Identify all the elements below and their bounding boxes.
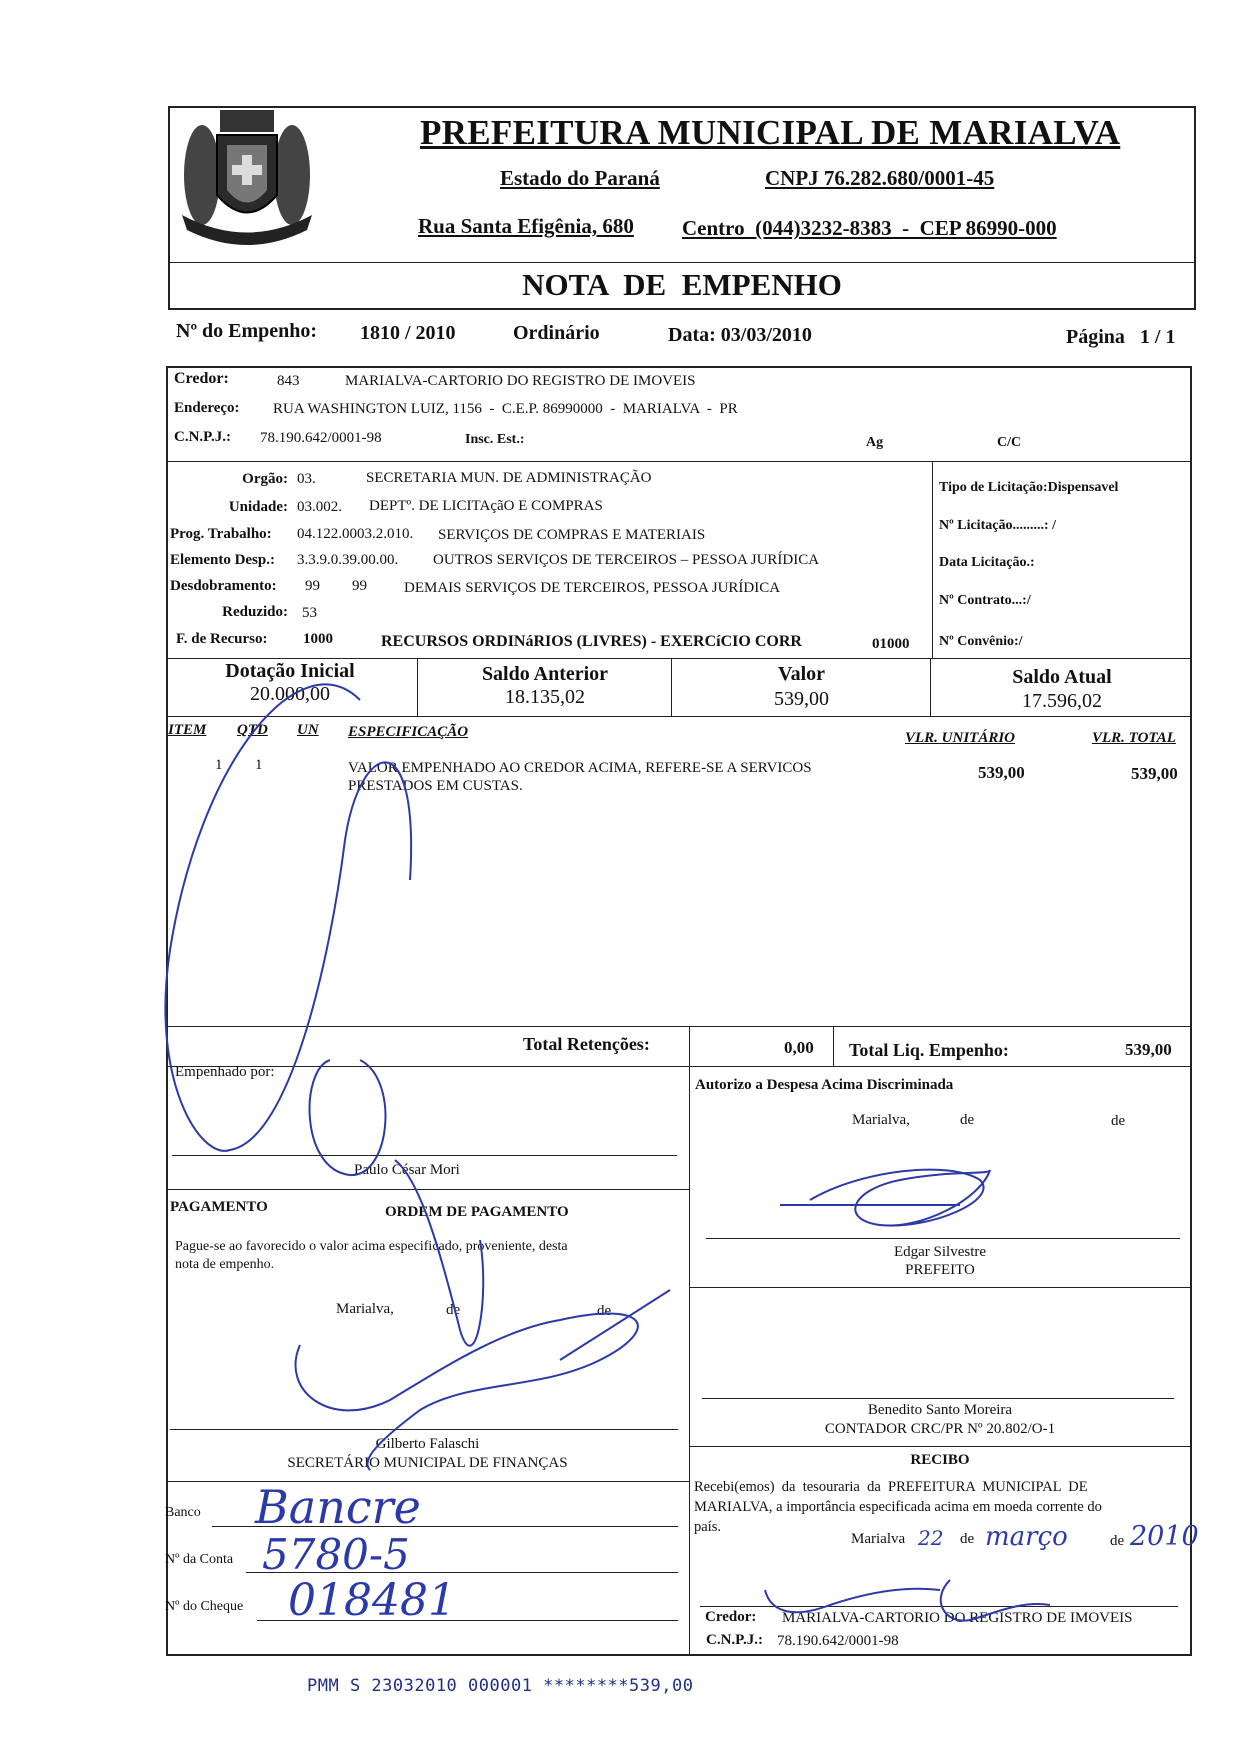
unidade-label: Unidade: [228, 499, 288, 515]
contador-signature-line [702, 1398, 1174, 1399]
saldo-col3 [930, 658, 931, 716]
pagamento-title: PAGAMENTO [170, 1199, 268, 1215]
totals-col2 [833, 1026, 834, 1066]
item-unit-price: 539,00 [978, 763, 1025, 782]
saldo-anterior-value: 18.135,02 [505, 686, 585, 708]
account-label: C/C [997, 435, 1022, 450]
prog-label: Prog. Trabalho: [170, 526, 272, 542]
credor-cnpj: 78.190.642/0001-98 [260, 430, 382, 446]
recibo-month-handwritten: março [985, 1522, 1068, 1552]
unidade-name: DEPTº. DE LICITAçãO E COMPRAS [369, 498, 603, 514]
autorizo-signer: Edgar Silvestre [893, 1244, 987, 1260]
valor-value: 539,00 [774, 688, 829, 710]
pagamento-de2: de [597, 1303, 612, 1319]
fonte-recurso-label: F. de Recurso: [176, 631, 268, 647]
saldos-divider [166, 716, 1192, 717]
item-spec-line2: PRESTADOS EM CUSTAS. [348, 778, 523, 794]
recibo-de2: de [1110, 1533, 1125, 1549]
banco-label: Banco [165, 1505, 201, 1520]
lower-split [689, 1066, 690, 1656]
col-header-total: VLR. TOTAL [1092, 730, 1176, 746]
recibo-title: RECIBO [910, 1452, 970, 1468]
orgao-name: SECRETARIA MUN. DE ADMINISTRAÇÃO [366, 470, 652, 486]
contador-signer: Benedito Santo Moreira [867, 1402, 1013, 1418]
address-contact: Centro (044)3232-8383 - CEP 86990-000 [682, 216, 1057, 240]
desdobramento-label: Desdobramento: [170, 578, 277, 594]
valor-label: Valor [777, 663, 826, 685]
elemento-name: OUTROS SERVIÇOS DE TERCEIROS – PESSOA JURÍDICA [433, 552, 820, 568]
orgao-code: 03. [297, 471, 316, 487]
cheque-handwritten: 018481 [288, 1575, 456, 1626]
credor-code: 843 [277, 373, 300, 389]
desdobramento-code2: 99 [352, 578, 367, 594]
autorizo-signature-line [706, 1238, 1180, 1239]
pagamento-place: Marialva, [336, 1301, 394, 1317]
empenho-date: Data: 03/03/2010 [668, 324, 812, 346]
ordem-pagamento-title: ORDEM DE PAGAMENTO [385, 1204, 569, 1220]
licitacao-divider [932, 461, 933, 658]
fonte-recurso-code: 1000 [303, 631, 333, 647]
credor-name: MARIALVA-CARTORIO DO REGISTRO DE IMOVEIS [345, 373, 696, 389]
numero-contrato: Nº Contrato...:/ [939, 593, 1031, 608]
credor-label: Credor: [174, 370, 229, 387]
street-address: Rua Santa Efigênia, 680 [418, 214, 634, 238]
empenho-number: 1810 / 2010 [360, 322, 456, 344]
recibo-credor-label: Credor: [705, 1609, 757, 1625]
payment-stamp: PMM S 23032010 000001 ********539,00 [307, 1676, 694, 1696]
liquido-value: 539,00 [1125, 1040, 1172, 1059]
totals-bottom [166, 1066, 1192, 1067]
insc-est-label: Insc. Est.: [465, 432, 525, 447]
autorizo-title: Autorizo a Despesa Acima Discriminada [695, 1077, 954, 1093]
saldo-atual-value: 17.596,02 [1022, 690, 1102, 712]
municipality-title: PREFEITURA MUNICIPAL DE MARIALVA [420, 113, 1121, 152]
header-cnpj: CNPJ 76.282.680/0001-45 [765, 166, 995, 190]
saldo-col2 [671, 658, 672, 716]
reduzido-label: Reduzido: [222, 604, 288, 620]
col-header-item: ITEM [168, 722, 207, 738]
numero-convenio: Nº Convênio:/ [939, 634, 1023, 649]
address-label: Endereço: [174, 400, 240, 416]
autorizo-role: PREFEITO [905, 1262, 975, 1278]
col-header-unit-price: VLR. UNITÁRIO [905, 730, 1016, 746]
recibo-signature-line [700, 1606, 1178, 1607]
elemento-code: 3.3.9.0.39.00.00. [297, 552, 399, 568]
recibo-day-handwritten: 22 [918, 1526, 944, 1550]
unidade-code: 03.002. [297, 499, 342, 515]
fonte-recurso-code2: 01000 [872, 636, 910, 652]
empenhado-bottom [166, 1189, 689, 1190]
state-name: Estado do Paraná [500, 166, 660, 190]
recibo-text-line1: Recebi(emos) da tesouraria da PREFEITURA MUNICIPAL DE [694, 1479, 1088, 1495]
liquido-label: Total Liq. Empenho: [849, 1040, 1009, 1060]
data-licitacao: Data Licitação.: [939, 555, 1035, 570]
dotacao-value: 20.000,00 [250, 683, 330, 705]
empenho-label: Nº do Empenho: [176, 320, 318, 342]
cheque-label: Nº do Cheque [165, 1599, 244, 1614]
pagamento-text-line2: nota de empenho. [175, 1257, 275, 1272]
credor-divider [166, 461, 1192, 462]
reduzido-value: 53 [302, 605, 317, 621]
agency-label: Ag [866, 435, 884, 450]
autorizo-bottom [689, 1287, 1192, 1288]
col-header-especificacao: ESPECIFICAÇÃO [348, 724, 469, 740]
coat-of-arms-logo [172, 100, 322, 250]
saldo-anterior-label: Saldo Anterior [481, 663, 609, 685]
totals-col1 [689, 1026, 690, 1066]
document-title: NOTA DE EMPENHO [522, 267, 842, 302]
numero-licitacao: Nº Licitação.........: / [939, 518, 1056, 533]
autorizo-de2: de [1111, 1113, 1126, 1129]
pagamento-signer: Gilberto Falaschi [375, 1436, 480, 1452]
recibo-cnpj-label: C.N.P.J.: [706, 1632, 763, 1648]
conta-label: Nº da Conta [165, 1552, 234, 1567]
orgao-label: Orgão: [242, 471, 288, 487]
empenho-type: Ordinário [513, 322, 600, 344]
totals-top [166, 1026, 1192, 1027]
retencoes-value: 0,00 [784, 1038, 814, 1057]
col-header-qtd: QTD [237, 722, 268, 738]
item-total: 539,00 [1131, 764, 1178, 783]
recibo-year-handwritten: 2010 [1130, 1521, 1199, 1552]
recibo-place: Marialva [851, 1531, 906, 1547]
pagamento-text-line1: Pague-se ao favorecido o valor acima especificado, proveniente, desta [175, 1239, 568, 1254]
retencoes-label: Total Retenções: [523, 1034, 650, 1054]
pagamento-de1: de [446, 1302, 461, 1318]
desdobramento-name: DEMAIS SERVIÇOS DE TERCEIROS, PESSOA JURÍDICA [404, 580, 781, 596]
fonte-recurso-name: RECURSOS ORDINáRIOS (LIVRES) - EXERCíCIO CORR [381, 633, 802, 650]
cnpj-label: C.N.P.J.: [174, 429, 231, 445]
item-qtd: 1 [255, 757, 263, 773]
desdobramento-code1: 99 [305, 578, 320, 594]
pagamento-role: SECRETÁRIO MUNICIPAL DE FINANÇAS [287, 1455, 568, 1471]
empenhado-signature-line [172, 1155, 677, 1156]
contador-bottom [689, 1446, 1192, 1447]
recibo-credor-name: MARIALVA-CARTORIO DO REGISTRO DE IMOVEIS [782, 1610, 1133, 1626]
contador-role: CONTADOR CRC/PR Nº 20.802/O-1 [824, 1421, 1056, 1437]
recibo-de1: de [960, 1531, 975, 1547]
credor-address: RUA WASHINGTON LUIZ, 1156 - C.E.P. 86990000 - MARIALVA - PR [273, 401, 738, 417]
pagamento-bottom [166, 1481, 689, 1482]
item-spec-line1: VALOR EMPENHADO AO CREDOR ACIMA, REFERE-SE A SERVICOS [348, 760, 812, 776]
autorizo-de1: de [960, 1112, 975, 1128]
recibo-text-line2: MARIALVA, a importância especificada acima em moeda corrente do [694, 1499, 1102, 1515]
page-number: Página 1 / 1 [1066, 326, 1176, 348]
prog-code: 04.122.0003.2.010. [297, 526, 414, 542]
elemento-label: Elemento Desp.: [170, 552, 275, 568]
col-header-un: UN [297, 722, 319, 738]
recibo-text-line3: país. [694, 1519, 721, 1535]
empenhado-signer: Paulo César Mori [354, 1162, 460, 1178]
banco-handwritten: Bancre [255, 1480, 421, 1534]
saldo-atual-label: Saldo Atual [1012, 666, 1112, 688]
tipo-licitacao: Tipo de Licitação:Dispensavel [939, 480, 1119, 495]
autorizo-place: Marialva, [852, 1112, 910, 1128]
pagamento-signature-line [170, 1429, 678, 1430]
dotacao-label: Dotação Inicial [225, 660, 355, 682]
saldo-col1 [417, 658, 418, 716]
recibo-cnpj: 78.190.642/0001-98 [777, 1633, 899, 1649]
prog-name: SERVIÇOS DE COMPRAS E MATERIAIS [438, 527, 706, 543]
empenhado-label: Empenhado por: [175, 1064, 275, 1080]
conta-handwritten: 5780-5 [262, 1530, 410, 1579]
budget-divider [166, 658, 1192, 659]
item-number: 1 [215, 757, 223, 773]
